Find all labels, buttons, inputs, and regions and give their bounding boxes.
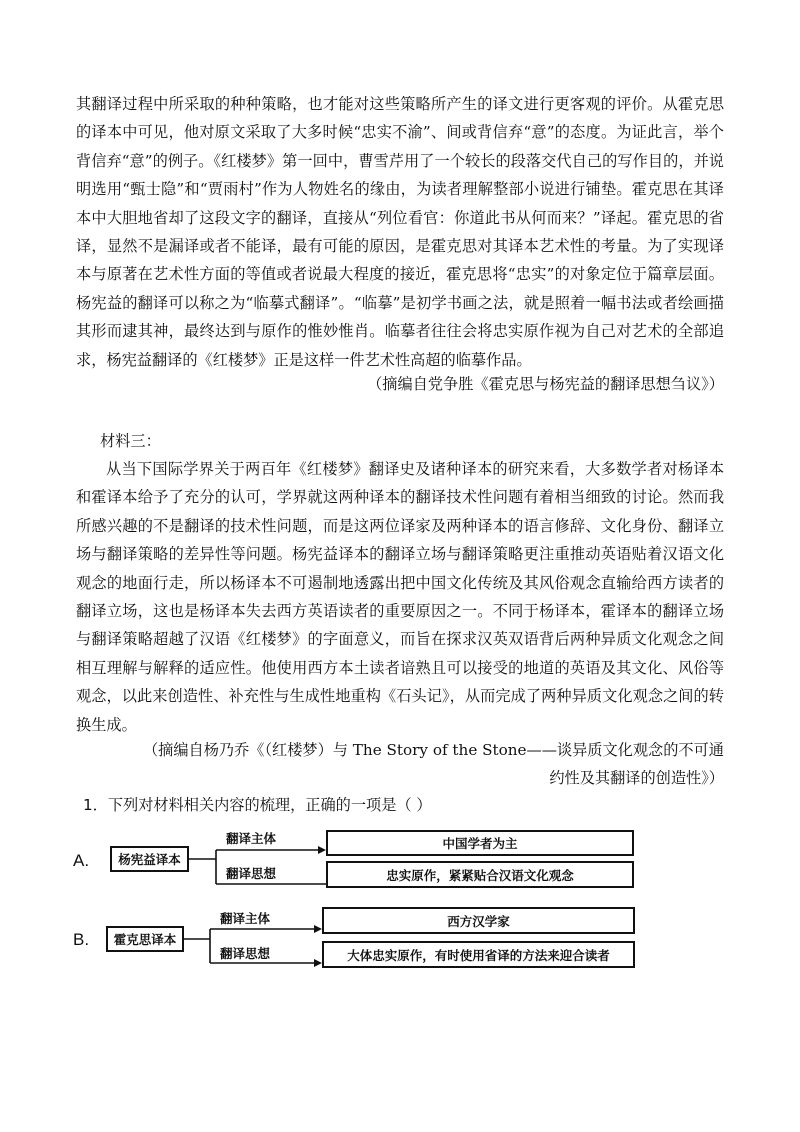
option-a-letter[interactable]: A. bbox=[73, 851, 90, 870]
material-three-source-line2: 约性及其翻译的创造性》） bbox=[549, 769, 724, 787]
option-b-branch1-label: 翻译主体 bbox=[220, 911, 271, 926]
option-a-root-box: 杨宪益译本 bbox=[110, 846, 189, 872]
option-a-branch2-box: 忠实原作，紧紧贴合汉语文化观念 bbox=[326, 861, 634, 888]
option-a-branch2-label: 翻译思想 bbox=[226, 866, 277, 881]
option-b-root-box: 霍克思译本 bbox=[106, 926, 184, 952]
material-three-heading: 材料三： bbox=[100, 432, 161, 450]
option-b-branch2-arrow bbox=[314, 959, 322, 967]
material-three-paragraph: 从当下国际学界关于两百年《红楼梦》翻译史及诸种译本的研究来看，大多数学者对杨译本和霍译本给予了充分的认可，学界就这两种译本的翻译技术性问题有着相当细致的讨论。然而我所感兴趣的不是翻译的技术性问题，而是这两位译家及两种译本的语言修辞、文化身份、翻译立场与翻译策略的差异性等问题。杨宪益译本的翻译立场与翻译策略更注重推动英语贴着汉语文化观念的地面行走，所以杨译本不可遏制地透露出把中国文化传统及其风俗观念直输给西方读者的翻译立场，这也是杨译本失去西方英语读者的重要原因之一。不同于杨译本，霍译本的翻译立场与翻译策略超越了汉语《红楼梦》的字面意义，而旨在探求汉英双语背后两种异质文化观念之间相互理解与解释的适应性。他使用西方本土读者谙熟且可以接受的地道的英语及其文化、风俗等观念，以此来创造性、补充性与生成性地重构《石头记》，从而完成了两种异质文化观念之间的转换生成。 bbox=[76, 460, 724, 734]
option-b-branch2-box: 大体忠实原作，有时使用省译的方法来迎合读者 bbox=[322, 941, 635, 968]
option-a-branch1-label: 翻译主体 bbox=[226, 831, 277, 846]
question-stem: 1．下列对材料相关内容的梳理，正确的一项是（ ） bbox=[83, 796, 432, 814]
option-a-branch1-box: 中国学者为主 bbox=[326, 830, 634, 856]
material-two-source: （摘编自党争胜《霍克思与杨宪益的翻译思想刍议》） bbox=[367, 375, 724, 393]
option-b-branch1-arrow bbox=[314, 925, 322, 933]
option-b-branch1-box: 西方汉学家 bbox=[322, 907, 635, 934]
option-b-branch2-label: 翻译思想 bbox=[220, 946, 271, 961]
material-three-source-line1: （摘编自杨乃乔《（红楼梦）与 The Story of the Stone——谈异质文化观念的不可通 bbox=[142, 741, 724, 759]
material-two-paragraph: 其翻译过程中所采取的种种策略，也才能对这些策略所产生的译文进行更客观的评价。从霍克思的译本中可见，他对原文采取了大多时候“忠实不渝”、间或背信弃“意”的态度。为证此言，举个背信弃“意”的例子。《红楼梦》第一回中，曹雪芹用了一个较长的段落交代自己的写作目的，并说明选用“甄士隐”和“贾雨村”作为人物姓名的缘由，为读者理解整部小说进行铺垫。霍克思在其译本中大胆地省却了这段文字的翻译，直接从“列位看官：你道此书从何而来？”译起。霍克思的省译，显然不是漏译或者不能译，最有可能的原因，是霍克思对其译本艺术性的考量。为了实现译本与原著在艺术性方面的等值或者说最大程度的接近，霍克思将“忠实”的对象定位于篇章层面。杨宪益的翻译可以称之为“临摹式翻译”。“临摹”是初学书画之法，就是照着一幅书法或者绘画描其形而逮其神，最终达到与原作的惟妙惟肖。临摹者往往会将忠实原作视为自己对艺术的全部追求，杨宪益翻译的《红楼梦》正是这样一件艺术性高超的临摹作品。 bbox=[76, 95, 724, 369]
option-a-branch1-arrow bbox=[318, 846, 326, 854]
option-b-letter[interactable]: B. bbox=[73, 930, 90, 949]
